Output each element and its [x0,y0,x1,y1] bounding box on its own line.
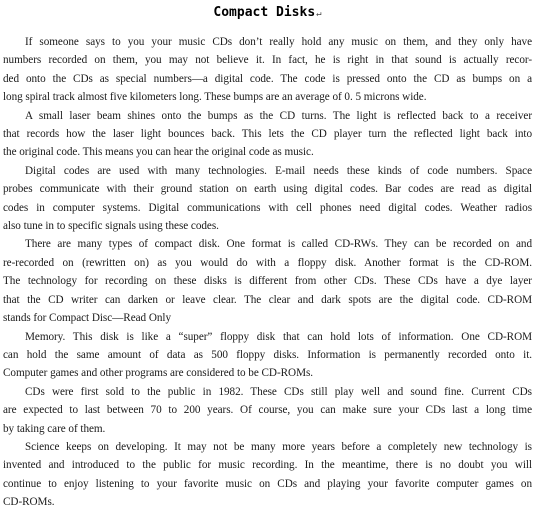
text-line: Computer games and other programs are considered to be CD-ROMs. [3,367,314,380]
text-line: There are many types of compact disk. One format is called CD-RWs. They can be recorded on and [25,238,532,251]
title-text: Compact Disks [213,5,316,20]
text-line: The technology for recording on these disks is different from other CDs. These CDs have a dye layer [3,275,532,288]
text-line: CDs were first sold to the public in 1982. These CDs still play well and sound fine. Current CDs [25,385,532,398]
paragraph [3,438,532,512]
text-line: probes communicate with their ground station on earth using digital codes. Bar codes are read as digital [3,183,532,196]
paragraph [3,162,532,236]
text-line: by taking care of them. [3,422,106,435]
text-line: If someone says to you your music CDs don’t really hold any music on them, and they only have [25,36,532,48]
text-line: codes in computer systems. Digital communications with cell phones need digital codes. Weather radios [3,201,532,214]
text-line: long spiral track almost five kilometers long. These bumps are an average of 0. 5 microns wide. [3,91,427,104]
paragraph [3,383,532,438]
paragraph-mark-icon: ↵ [316,9,322,19]
text-line: continue to enjoy listening to your favorite music on CDs and playing your favorite computer games on [3,477,532,490]
text-line: Science keeps on developing. It may not be many more years before a completely new technology is [25,440,532,453]
text-line: that the CD writer can darken or leave clear. The clear and dark spots are the digital code. CD-ROM [3,293,532,306]
text-line: Memory. This disk is like a “super” floppy disk that can hold lots of information. One CD-ROM [25,330,532,343]
paragraph [3,33,532,107]
text-line: A small laser beam shines onto the bumps as the CD turns. The light is reflected back to a receiver [25,109,532,122]
text-line: stands for Compact Disc—Read Only [3,312,171,325]
paragraph [3,328,532,383]
paragraph [3,107,532,162]
paragraph [3,235,532,327]
text-line: can hold the same amount of data as 500 floppy disks. Information is permanently recorded onto it. [3,348,532,361]
text-line: numbers recorded on them, you may not believe it. In fact, he is right in that sound is actually recor- [3,54,532,67]
text-line: Digital codes are used with many technologies. E-mail needs these kinds of code numbers. Space [25,164,532,177]
text-line: that records how the laser light bounces back. This lets the CD player turn the reflected light back into [3,128,532,141]
text-line: CD-ROMs. [3,496,55,509]
text-line: are expected to last between 70 to 200 years. Of course, you can make sure your CDs last a long time [3,404,532,417]
text-line: ded onto the CDs as special numbers—a digital code. The code is pressed onto the CD as bumps on a [3,72,532,85]
document-title [3,4,532,22]
document-body [3,33,532,512]
text-line: also tune in to specific signals using these codes. [3,220,219,233]
text-line: the original code. This means you can hear the original code as music. [3,146,314,159]
text-line: re-recorded on (rewritten on) as you would do with a floppy disk. Another format is the CD-ROM. [3,256,532,269]
text-line: invented and introduced to the public for music recording. In the meantime, there is no doubt you will [3,459,532,472]
